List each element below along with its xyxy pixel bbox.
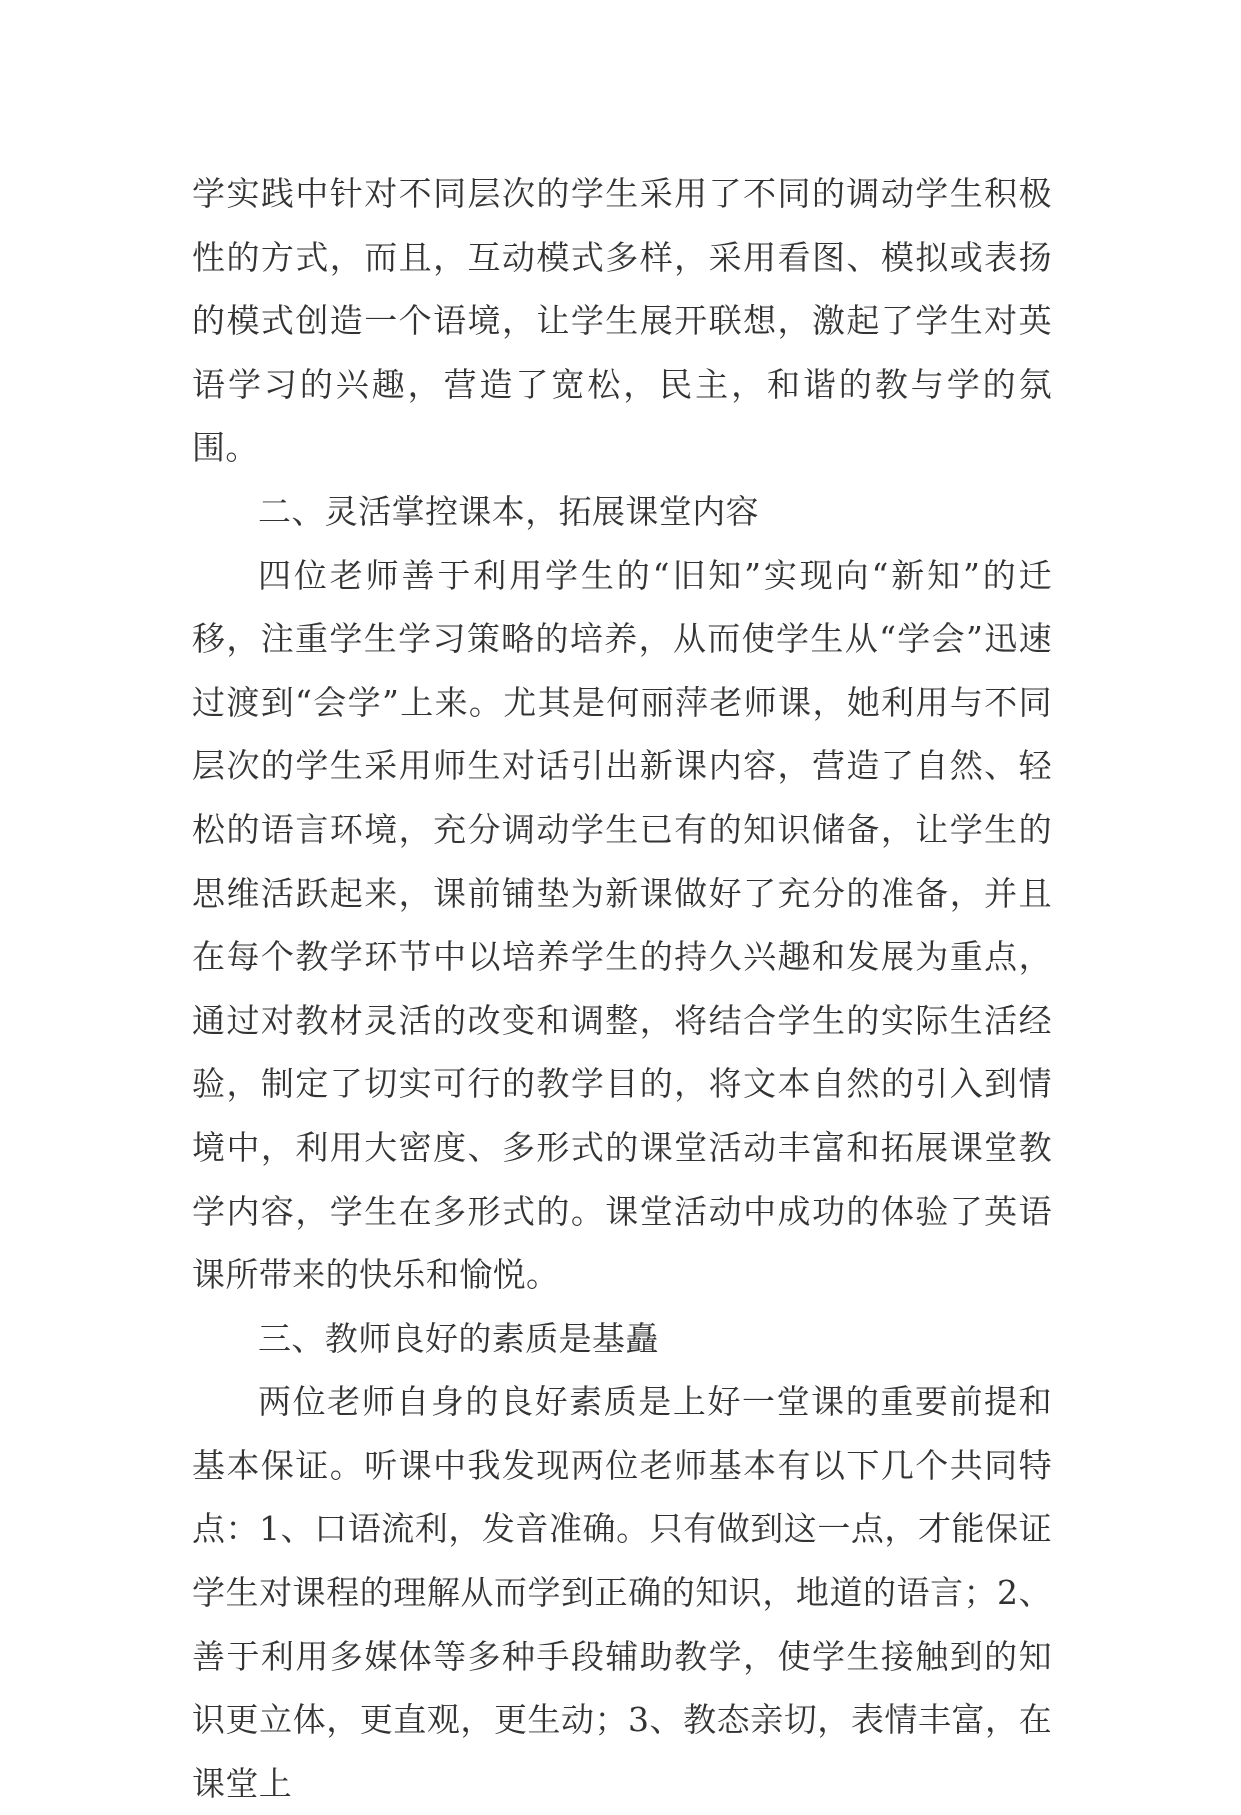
paragraph-section-2: 四位老师善于利用学生的“旧知”实现向“新知”的迁移，注重学生学习策略的培养，从而使学生从“学会”迅速过渡到“会学”上来。尤其是何丽萍老师课，她利用与不同层次的学生采用师生对话引出新课内容，营造了自然、轻松的语言环境，充分调动学生已有的知识储备，让学生的思维活跃起来，课前铺垫为新课做好了充分的准备，并且在每个教学环节中以培养学生的持久兴趣和发展为重点，通过对教材灵活的改变和调整，将结合学生的实际生活经验，制定了切实可行的教学目的，将文本自然的引入到情境中，利用大密度、多形式的课堂活动丰富和拓展课堂教学内容，学生在多形式的。课堂活动中成功的体验了英语课所带来的快乐和愉悦。 [192,555,1052,1295]
document-body [192,162,1052,1815]
paragraph-continuation: 学实践中针对不同层次的学生采用了不同的调动学生积极性的方式，而且，互动模式多样，采用看图、模拟或表扬的模式创造一个语境，让学生展开联想，激起了学生对英语学习的兴趣，营造了宽松，民主，和谐的教与学的氛围。 [192,174,1052,468]
section-heading-2: 二、灵活掌控课本，拓展课堂内容 [258,491,759,531]
paragraph-section-3: 两位老师自身的良好素质是上好一堂课的重要前提和基本保证。听课中我发现两位老师基本有以下几个共同特点：1、口语流利，发音准确。只有做到这一点，才能保证学生对课程的理解从而学到正确的知识，地道的语言；2、善于利用多媒体等多种手段辅助教学，使学生接触到的知识更立体，更直观，更生动；3、教态亲切，表情丰富，在课堂上 [192,1382,1052,1803]
section-heading-3: 三、教师良好的素质是基矗 [258,1318,659,1358]
